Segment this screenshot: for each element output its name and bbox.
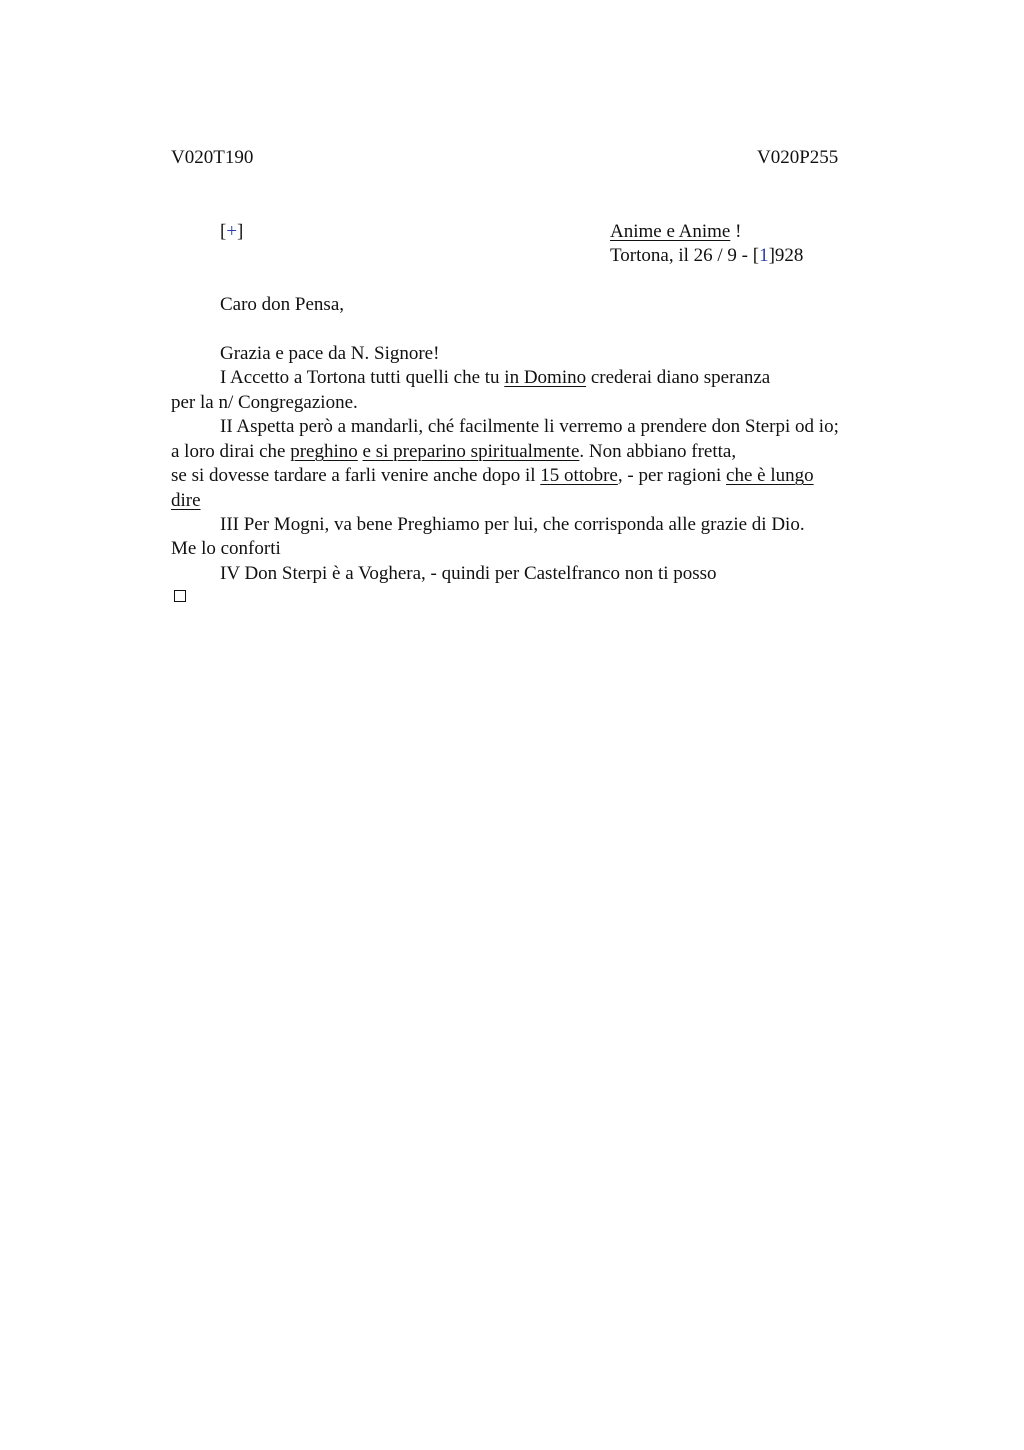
motto [610, 220, 741, 244]
paragraph-2-line-4 [171, 489, 201, 513]
header-right-code: V020P255 [757, 147, 839, 168]
cross-open-bracket: [ [220, 221, 227, 242]
place-date [610, 244, 803, 268]
p2-l3-underlined-1: 15 ottobre [540, 465, 618, 486]
paragraph-1-line-1 [220, 366, 770, 390]
p1-text-b: crederai diano speranza [586, 367, 771, 388]
motto-suffix: ! [730, 221, 742, 242]
end-box-icon [174, 590, 186, 602]
cross-icon: + [226, 221, 238, 242]
p2-l2-text-a: a loro dirai che [171, 441, 291, 462]
date-bracket-digit: 1 [759, 245, 769, 266]
date-suffix: ]928 [768, 245, 804, 266]
p2-l2-text-b: . Non abbiano fretta, [579, 441, 737, 462]
place-date-prefix: Tortona, il 26 / 9 - [ [610, 245, 760, 266]
paragraph-1-line-2: per la n/ Congregazione. [171, 392, 358, 413]
salutation: Caro don Pensa, [220, 294, 345, 315]
paragraph-3-line-1: III Per Mogni, va bene Preghiamo per lui, che corrisponda alle grazie di Dio. [220, 514, 805, 535]
paragraph-3-line-2: Me lo conforti [171, 538, 281, 559]
p2-l2-underlined-2: e si preparino spiritualmente [362, 441, 580, 462]
paragraph-2-line-2 [171, 440, 736, 464]
cross-close-bracket: ] [237, 221, 244, 242]
motto-text: Anime e Anime [610, 221, 731, 242]
p2-l4-underlined: dire [171, 490, 201, 511]
p2-l3-underlined-2: che è lungo [726, 465, 814, 486]
paragraph-4-line-1: IV Don Sterpi è a Voghera, - quindi per Castelfranco non ti posso [220, 563, 717, 584]
greeting: Grazia e pace da N. Signore! [220, 343, 440, 364]
p1-text-a: I Accetto a Tortona tutti quelli che tu [220, 367, 505, 388]
cross-mark [220, 220, 243, 244]
paragraph-2-line-1: II Aspetta però a mandarli, ché facilmente li verremo a prendere don Sterpi od io; [220, 416, 839, 437]
header-left-code: V020T190 [171, 147, 254, 168]
paragraph-2-line-3 [171, 464, 814, 488]
p2-l3-text-b: , - per ragioni [617, 465, 727, 486]
p2-l3-text-a: se si dovesse tardare a farli venire anche dopo il [171, 465, 541, 486]
p2-l2-underlined-1: preghino [290, 441, 358, 462]
p1-underlined: in Domino [504, 367, 587, 388]
